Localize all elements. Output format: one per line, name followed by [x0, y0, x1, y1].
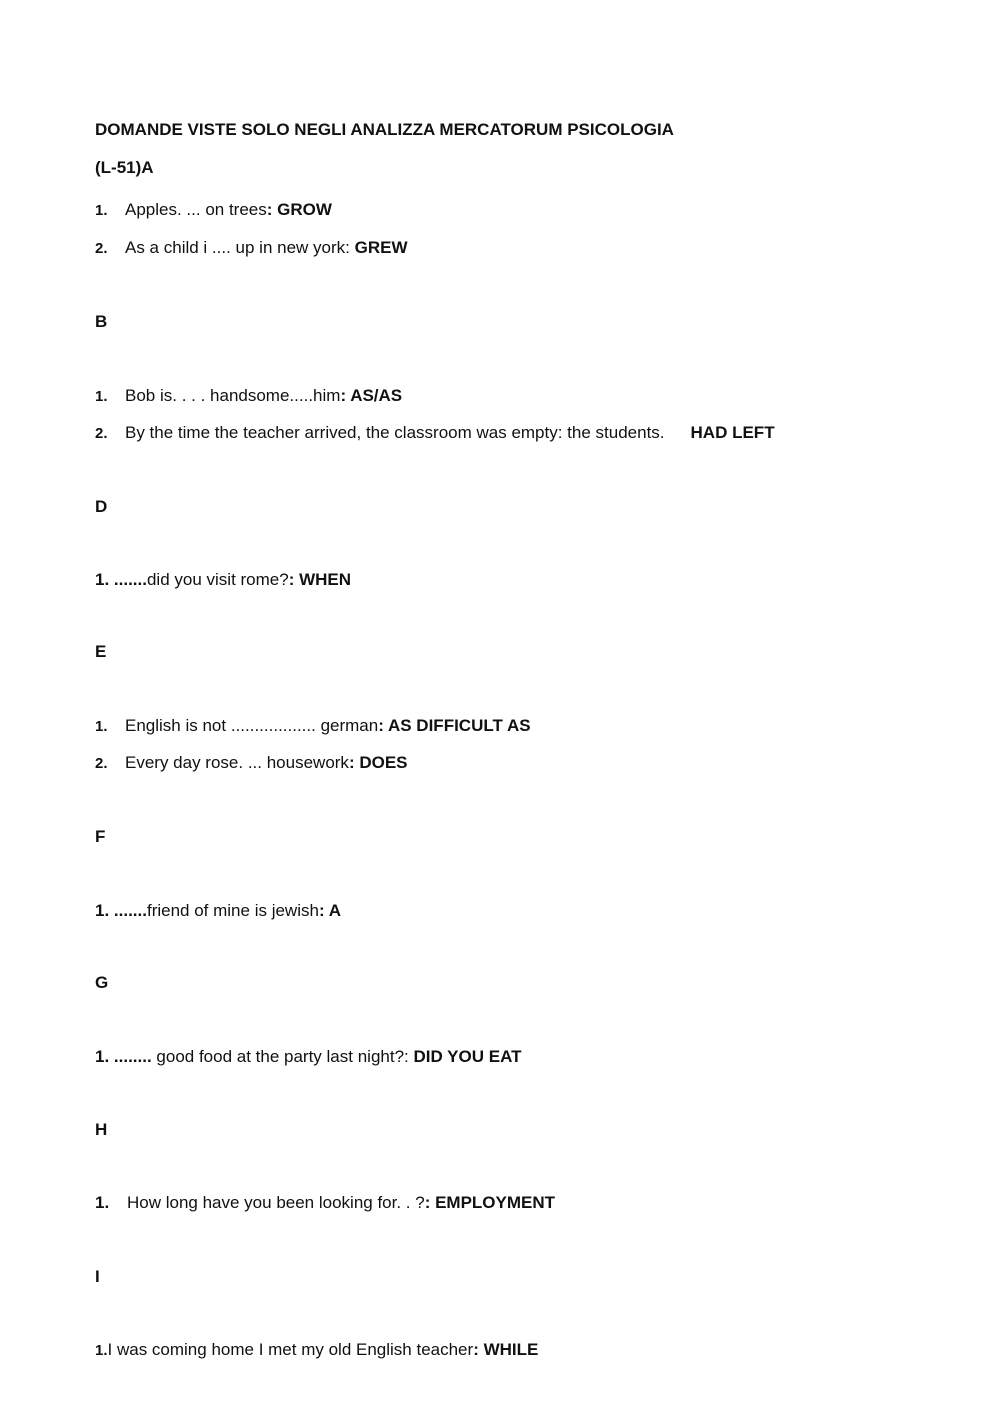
section-heading-i: I [95, 1267, 100, 1286]
question-number: 1. ....... [95, 901, 147, 920]
answer-text: : GROW [266, 200, 332, 219]
answer-text: : DOES [348, 753, 408, 772]
question-b-1 [95, 385, 402, 408]
question-text: As a child i .... up in new york: [125, 238, 355, 257]
question-number: 1. ........ [95, 1047, 152, 1066]
answer-text: DID YOU EAT [413, 1047, 522, 1066]
question-a-1 [95, 199, 332, 222]
section-heading-d: D [95, 497, 108, 516]
section-heading-b: B [95, 312, 108, 331]
question-i-1 [95, 1339, 538, 1362]
section-heading-g: G [95, 973, 109, 992]
question-d-1 [95, 569, 351, 591]
question-number: 2. [95, 425, 108, 442]
question-text: good food at the party last night?: [151, 1047, 414, 1066]
question-text: By the time the teacher arrived, the classroom was empty: the students. [125, 423, 665, 442]
document-subtitle: (L-51)A [95, 158, 154, 177]
answer-text: : WHILE [473, 1340, 539, 1359]
question-a-2 [95, 237, 408, 260]
question-text: Bob is. . . . handsome.....him [125, 386, 341, 405]
document-title: DOMANDE VISTE SOLO NEGLI ANALIZZA MERCATORUM PSICOLOGIA [95, 120, 674, 139]
question-text: I was coming home I met my old English teacher [107, 1340, 474, 1359]
question-number: 2. [95, 240, 108, 257]
question-g-1 [95, 1046, 521, 1068]
question-text: Apples. ... on trees [125, 200, 267, 219]
section-heading-f: F [95, 827, 106, 846]
answer-text: : WHEN [288, 570, 352, 589]
question-number: 2. [95, 755, 108, 772]
answer-text: : EMPLOYMENT [424, 1193, 556, 1212]
question-b-2 [95, 422, 775, 445]
question-text: How long have you been looking for. . ? [127, 1193, 425, 1212]
answer-text: : AS/AS [340, 386, 403, 405]
question-text: Every day rose. ... housework [125, 753, 349, 772]
question-number: 1. [95, 388, 108, 405]
question-number: 1. ....... [95, 570, 147, 589]
answer-text: : AS DIFFICULT AS [378, 716, 531, 735]
question-text: friend of mine is jewish [146, 901, 319, 920]
question-number: 1. [95, 202, 108, 219]
question-number: 1. [95, 718, 108, 735]
section-heading-e: E [95, 642, 107, 661]
question-h-1 [95, 1192, 555, 1214]
answer-text: GREW [354, 238, 408, 257]
question-number: 1. [95, 1193, 110, 1212]
section-heading-h: H [95, 1120, 108, 1139]
question-text: did you visit rome? [146, 570, 289, 589]
answer-text: HAD LEFT [690, 423, 775, 442]
answer-text: : A [318, 901, 341, 920]
question-f-1 [95, 900, 341, 922]
question-text: English is not .................. german [125, 716, 379, 735]
question-e-1 [95, 715, 531, 738]
question-e-2 [95, 752, 408, 775]
question-number: 1. [95, 1342, 108, 1359]
